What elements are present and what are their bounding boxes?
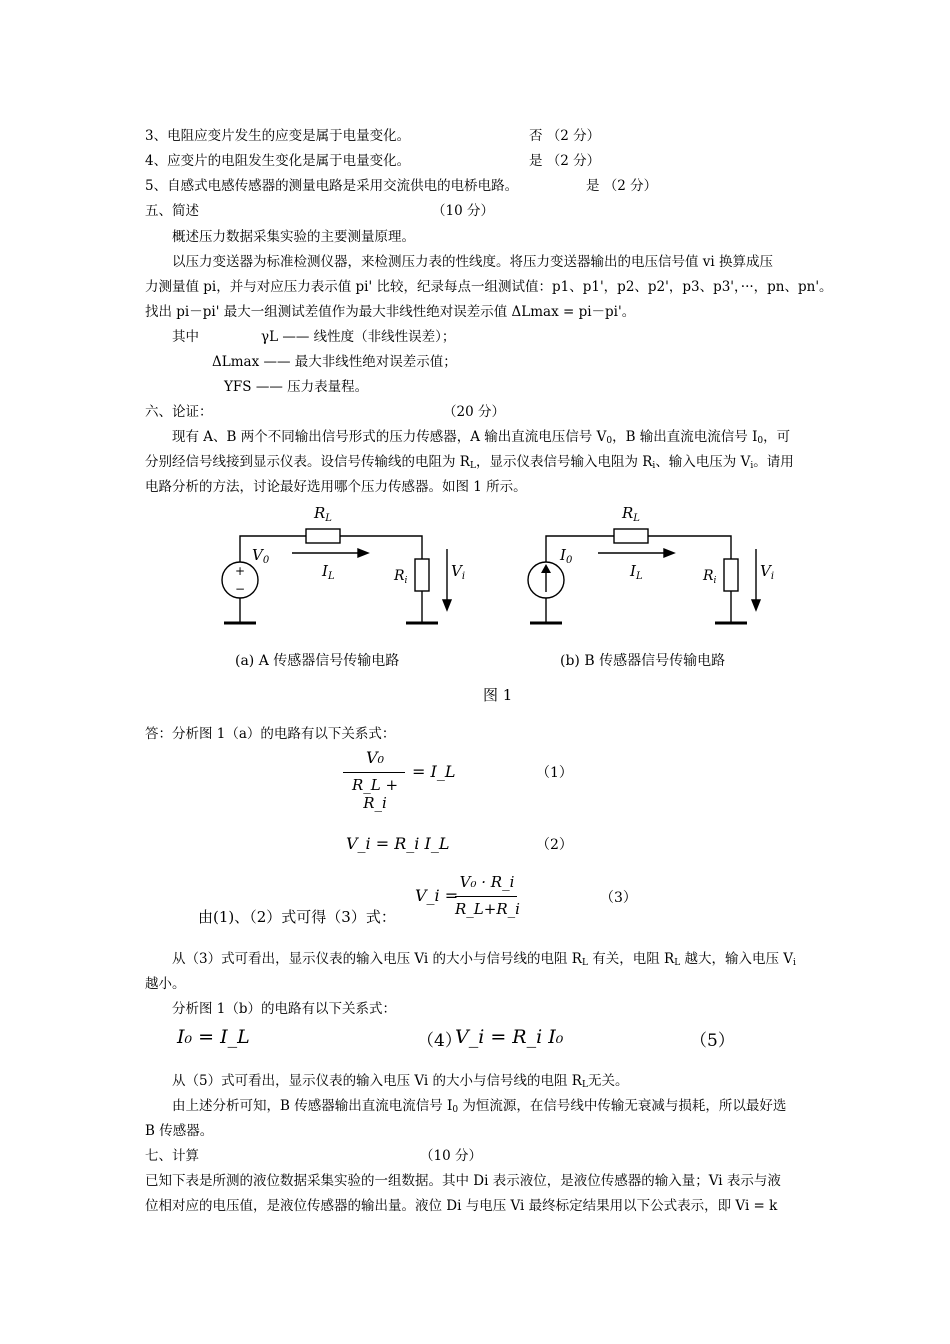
final-conclusion-line-2: B 传感器。: [145, 1123, 214, 1139]
section-5-score: （10 分）: [432, 203, 494, 219]
label-rl-b: $R_L$: [622, 504, 640, 524]
circuit-b: [528, 529, 760, 623]
circuit-a: [222, 529, 451, 623]
minus-sign-a: −: [234, 582, 246, 596]
judgement-item-5: 5、自感式电感传感器的测量电路是采用交流供电的电桥电路。: [145, 178, 519, 194]
eq3-numerator: V₀ · R_i: [459, 873, 515, 891]
derive-text: 由(1)、（2）式可得（3）式：: [198, 908, 396, 926]
label-vi-a: $V_i$: [451, 562, 466, 582]
section-6-question-line-2: 分别经信号线接到显示仪表。设信号传输线的电阻为 $R_L$，显示仪表信号输入电阻为 $R_i$、输入电压为 $V_i$。请用: [145, 454, 794, 471]
eq1-numerator: V₀: [366, 748, 384, 767]
section-5-para-line-1: 以压力变送器为标准检测仪器，来检测压力表的性线度。将压力变送器输出的电压信号值 vi 换算成压: [172, 254, 774, 270]
eq3-lhs: V_i =: [415, 886, 459, 905]
eq3-denominator: R_L+R_i: [455, 900, 520, 918]
answer-intro: 答：分析图 1（a）的电路有以下关系式：: [145, 726, 396, 742]
eq1-rhs: = I_L: [412, 762, 456, 781]
final-conclusion-line-1: 由上述分析可知，B 传感器输出直流电流信号 $I_0$ 为恒流源，在信号线中传输无衰减与损耗，所以最好选: [172, 1098, 787, 1115]
judgement-item-3: 3、电阻应变片发生的应变是属于电量变化。: [145, 128, 411, 144]
judgement-answer-4: 是 （2 分）: [529, 153, 601, 169]
circuit-b-wire-right: [648, 536, 731, 559]
definition-range: YFS —— 压力表量程。: [224, 379, 369, 395]
resistor-ri-b: [724, 559, 738, 591]
resistor-rl-a: [306, 529, 340, 543]
definition-linearity: γL —— 线性度（非线性误差）；: [261, 329, 456, 345]
section-7-score: （10 分）: [420, 1148, 482, 1164]
eq1-number: （1）: [536, 765, 573, 781]
section-5-para-line-3: 找出 pi－pi' 最大一组测试差值作为最大非线性绝对误差示值 ΔLmax = pi－pi'。: [145, 304, 636, 320]
conclusion-b: 从（5）式可看出，显示仪表的输入电压 Vi 的大小与信号线的电阻 $R_L$无关。: [172, 1073, 629, 1090]
label-ri-b: $R_i$: [703, 568, 717, 586]
figure-1-circuits: [210, 500, 790, 685]
section-7-para-line-1: 已知下表是所测的液位数据采集实验的一组数据。其中 Di 表示液位，是液位传感器的输入量；Vi 表示与液: [145, 1173, 781, 1189]
judgement-item-4: 4、应变片的电阻发生变化是属于电量变化。: [145, 153, 411, 169]
eq3-number: （3）: [600, 890, 637, 906]
section-6-question-line-3: 电路分析的方法，讨论最好选用哪个压力传感器。如图 1 所示。: [145, 479, 527, 495]
eq2-number: （2）: [536, 837, 573, 853]
section-6-question-line-1: 现有 A、B 两个不同输出信号形式的压力传感器，A 输出直流电压信号 $V_0$，B 输出直流电流信号 $I_0$，可: [172, 429, 791, 446]
section-6-score: （20 分）: [443, 404, 505, 420]
eq2: V_i = R_i I_L: [346, 834, 450, 853]
eq1-fraction-bar: [343, 772, 405, 773]
conclusion-a-line-1: 从（3）式可看出，显示仪表的输入电压 Vi 的大小与信号线的电阻 $R_L$ 有关，电阻 $R_L$ 越大，输入电压 $V_i$: [172, 951, 796, 968]
caption-a: (a) A 传感器信号传输电路: [235, 653, 400, 669]
eq5: V_i = R_i I₀: [455, 1026, 564, 1048]
section-7-title: 七、计算: [145, 1148, 199, 1164]
resistor-ri-a: [415, 559, 429, 591]
where-label: 其中: [172, 329, 199, 345]
judgement-answer-5: 是 （2 分）: [586, 178, 658, 194]
label-vi-b: $V_i$: [760, 562, 775, 582]
label-rl-a: $R_L$: [314, 504, 332, 524]
label-il-a: $I_L$: [322, 562, 335, 582]
eq1-denominator: R_L + R_i: [351, 776, 399, 812]
section-6-title: 六、论证：: [145, 404, 213, 420]
section-7-para-line-2: 位相对应的电压值，是液位传感器的输出量。液位 Di 与电压 Vi 最终标定结果用以下公式表示，即 Vi = k: [145, 1198, 778, 1214]
analysis-b-intro: 分析图 1（b）的电路有以下关系式：: [172, 1001, 397, 1017]
label-i0: $I_0$: [560, 546, 573, 566]
figure-1-title: 图 1: [483, 686, 513, 704]
section-5-question: 概述压力数据采集实验的主要测量原理。: [172, 229, 415, 245]
resistor-rl-b: [614, 529, 648, 543]
eq4: I₀ = I_L: [177, 1026, 250, 1048]
circuit-a-wire-right: [340, 536, 422, 559]
circuit-b-wire-left: [546, 536, 614, 562]
judgement-answer-3: 否 （2 分）: [529, 128, 601, 144]
eq3-fraction-bar: [455, 896, 517, 897]
label-ri-a: $R_i$: [394, 568, 408, 586]
caption-b: (b) B 传感器信号传输电路: [560, 653, 726, 669]
section-5-para-line-2: 力测量值 pi，并与对应压力表示值 pi' 比较，纪录每点一组测试值：p1、p1'，p2、p2'，p3、p3'，···，pn、pn'。: [145, 279, 833, 295]
definition-max-error: ΔLmax —— 最大非线性绝对误差示值；: [212, 354, 457, 370]
label-v0: $V_0$: [252, 546, 270, 566]
label-il-b: $I_L$: [630, 562, 643, 582]
eq4-number: （4）: [417, 1031, 462, 1051]
plus-sign-a: +: [234, 564, 246, 578]
section-5-title: 五、简述: [145, 203, 199, 219]
circuit-a-wire-left: [240, 536, 306, 562]
eq5-number: （5）: [690, 1031, 735, 1051]
conclusion-a-line-2: 越小。: [145, 976, 186, 992]
